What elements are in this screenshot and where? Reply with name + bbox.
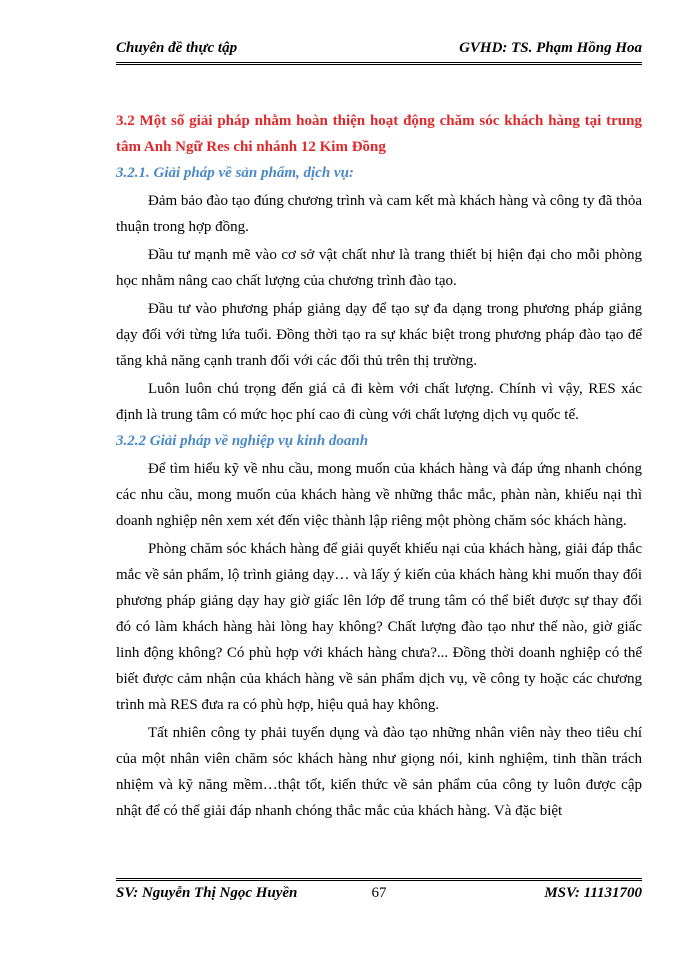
paragraph: Tất nhiên công ty phải tuyển dụng và đào tạo những nhân viên này theo tiêu chí của một nhân viên chăm sóc khách hàng như giọng nói, kinh nghiệm, tinh thần trách nhiệm và kỹ năng mềm…thật tốt, kiến thức về sản phẩm của công ty luôn được cập nhật để có thể giải đáp nhanh chóng thắc mắc của khách hàng. Và đặc biệt	[116, 725, 642, 819]
paragraph: Để tìm hiểu kỹ về nhu cầu, mong muốn của khách hàng và đáp ứng nhanh chóng các nhu cầu, mong muốn của khách hàng về những thắc mắc, phàn nàn, khiếu nại thì doanh nghiệp nên xem xét đến việc thành lập riêng một phòng chăm sóc khách hàng.	[116, 461, 642, 529]
footer-student-id: MSV: 11131700	[544, 885, 642, 901]
footer-page-number: 67	[371, 885, 387, 901]
section-title: 3.2 Một số giải pháp nhằm hoàn thiện hoạt động chăm sóc khách hàng tại trung tâm Anh Ngữ Res chi nhánh 12 Kim Đồng	[116, 113, 642, 155]
paragraph: Đầu tư vào phương pháp giảng dạy để tạo sự đa dạng trong phương pháp giảng dạy đối với từng lứa tuổi. Đồng thời tạo ra sự khác biệt trong phương pháp đào tạo để tăng khả năng cạnh tranh đối với các đối thủ trên thị trường.	[116, 301, 642, 369]
header-supervisor: GVHD: TS. Phạm Hồng Hoa	[459, 40, 642, 56]
page-content	[116, 108, 642, 824]
paragraph: Phòng chăm sóc khách hàng để giải quyết khiếu nại của khách hàng, giải đáp thắc mắc về sản phẩm, lộ trình giảng dạy… và lấy ý kiến của khách hàng khi muốn thay đổi phương pháp giảng dạy hay giờ giấc lên lớp để trung tâm có thể biết được sự thay đổi đó có làm khách hàng hài lòng hay không? Chất lượng đào tạo như thế nào, giờ giấc linh động không? Có phù hợp với khách hàng chưa?... Đồng thời doanh nghiệp có thể biết được cảm nhận của khách hàng về sản phẩm dịch vụ, về công ty hoặc các chương trình mà RES đưa ra có phù hợp, hiệu quả hay không.	[116, 541, 642, 713]
subsection-title-product: 3.2.1. Giải pháp về sản phẩm, dịch vụ:	[116, 165, 354, 181]
subsection-title-business: 3.2.2 Giải pháp về nghiệp vụ kinh doanh	[116, 433, 369, 449]
page-footer	[116, 878, 642, 907]
paragraph: Đầu tư mạnh mẽ vào cơ sở vật chất như là trang thiết bị hiện đại cho mỗi phòng học nhằm nâng cao chất lượng của chương trình đào tạo.	[116, 247, 642, 289]
paragraph: Đảm bảo đào tạo đúng chương trình và cam kết mà khách hàng và công ty đã thỏa thuận trong hợp đồng.	[116, 193, 642, 235]
footer-student-name: SV: Nguyễn Thị Ngọc Huyền	[116, 885, 298, 901]
paragraph: Luôn luôn chú trọng đến giá cả đi kèm với chất lượng. Chính vì vậy, RES xác định là trung tâm có mức học phí cao đi cùng với chất lượng dịch vụ quốc tế.	[116, 381, 642, 423]
page-header	[116, 40, 642, 65]
header-document-type: Chuyên đề thực tập	[116, 40, 238, 56]
